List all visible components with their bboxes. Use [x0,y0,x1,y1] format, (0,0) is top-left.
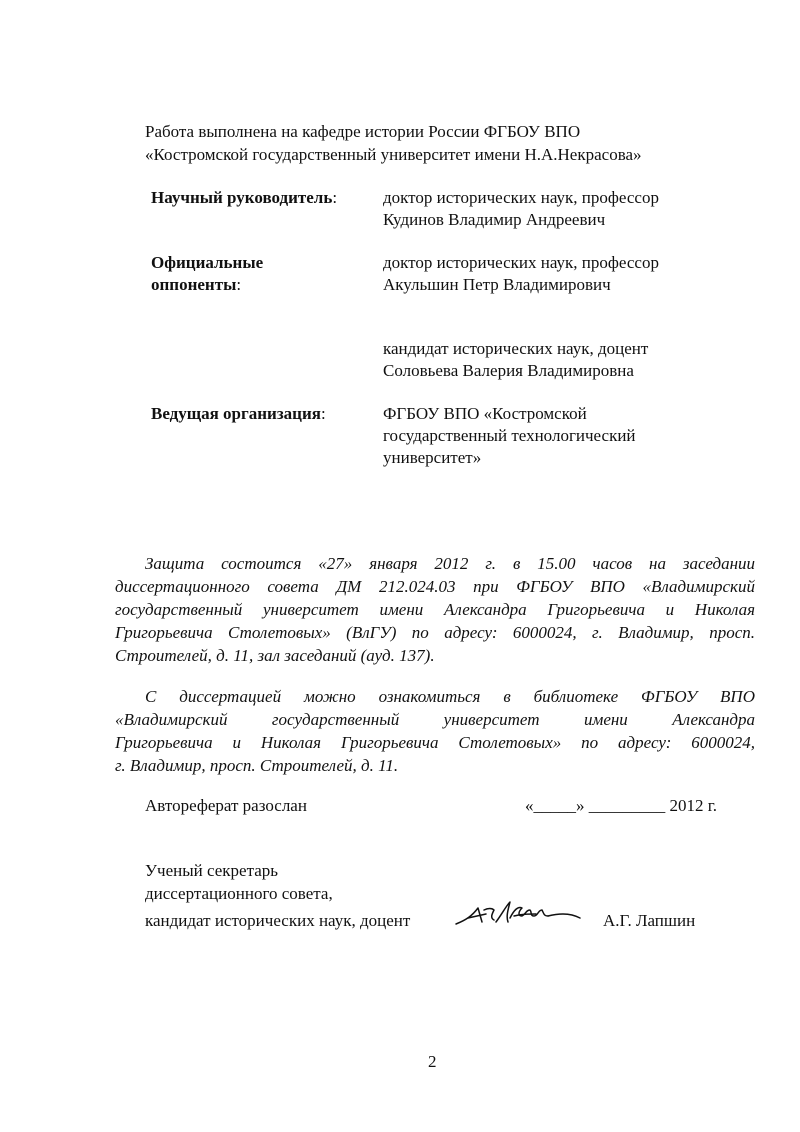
header-line-1: Работа выполнена на кафедре истории России ФГБОУ ВПО [145,122,581,141]
supervisor-label-text: Научный руководитель [151,188,333,207]
opponent-2-line-2: Соловьева Валерия Владимировна [383,361,634,380]
lead-org-line-3: университет» [383,448,482,467]
header-line-2: «Костромской государственный университет имени Н.А.Некрасова» [145,145,642,164]
defense-line-3: государственный университет имени Александра Григорьевича и Николая [115,600,755,619]
lead-org-colon: : [320,404,326,423]
secretary-line-3: кандидат исторических наук, доцент [145,911,411,930]
mailing-label: Автореферат разослан [145,796,307,815]
lead-org-label [151,403,326,424]
defense-line-5: Строителей, д. 11, зал заседаний (ауд. 137). [115,646,435,665]
secretary-name: А.Г. Лапшин [603,911,696,930]
supervisor-label [151,187,337,208]
page-number: 2 [428,1052,437,1071]
lead-org-line-2: государственный технологический [383,426,636,445]
defense-line-4: Григорьевича Столетовых» (ВлГУ) по адресу: 6000024, г. Владимир, просп. [115,623,755,642]
supervisor-line-1: доктор исторических наук, профессор [383,188,659,207]
supervisor-colon: : [332,188,338,207]
opponent-1-line-2: Акульшин Петр Владимирович [383,275,611,294]
opponents-label-line-2 [151,274,241,295]
opponent-1-line-1: доктор исторических наук, профессор [383,253,659,272]
lead-org-label-text: Ведущая организация [151,404,321,423]
opponent-2-line-1: кандидат исторических наук, доцент [383,339,649,358]
library-line-2: «Владимирский государственный университет имени Александра [115,710,755,729]
opponents-label-line-1: Официальные [151,253,264,272]
defense-line-1: Защита состоится «27» января 2012 г. в 15.00 часов на заседании [145,554,755,573]
opponents-colon: : [236,275,242,294]
defense-line-2: диссертационного совета ДМ 212.024.03 при ФГБОУ ВПО «Владимирский [115,577,755,596]
library-line-1: С диссертацией можно ознакомиться в библиотеке ФГБОУ ВПО [145,687,755,706]
library-line-3: Григорьевича и Николая Григорьевича Столетовых» по адресу: 6000024, [115,733,755,752]
library-line-4: г. Владимир, просп. Строителей, д. 11. [115,756,399,775]
opponents-label-text: оппоненты [151,275,237,294]
mailing-date: «_____» _________ 2012 г. [525,796,718,815]
secretary-line-1: Ученый секретарь [145,861,279,880]
secretary-line-2: диссертационного совета, [145,884,333,903]
supervisor-line-2: Кудинов Владимир Андреевич [383,210,606,229]
signature-image [452,896,584,932]
lead-org-line-1: ФГБОУ ВПО «Костромской [383,404,587,423]
